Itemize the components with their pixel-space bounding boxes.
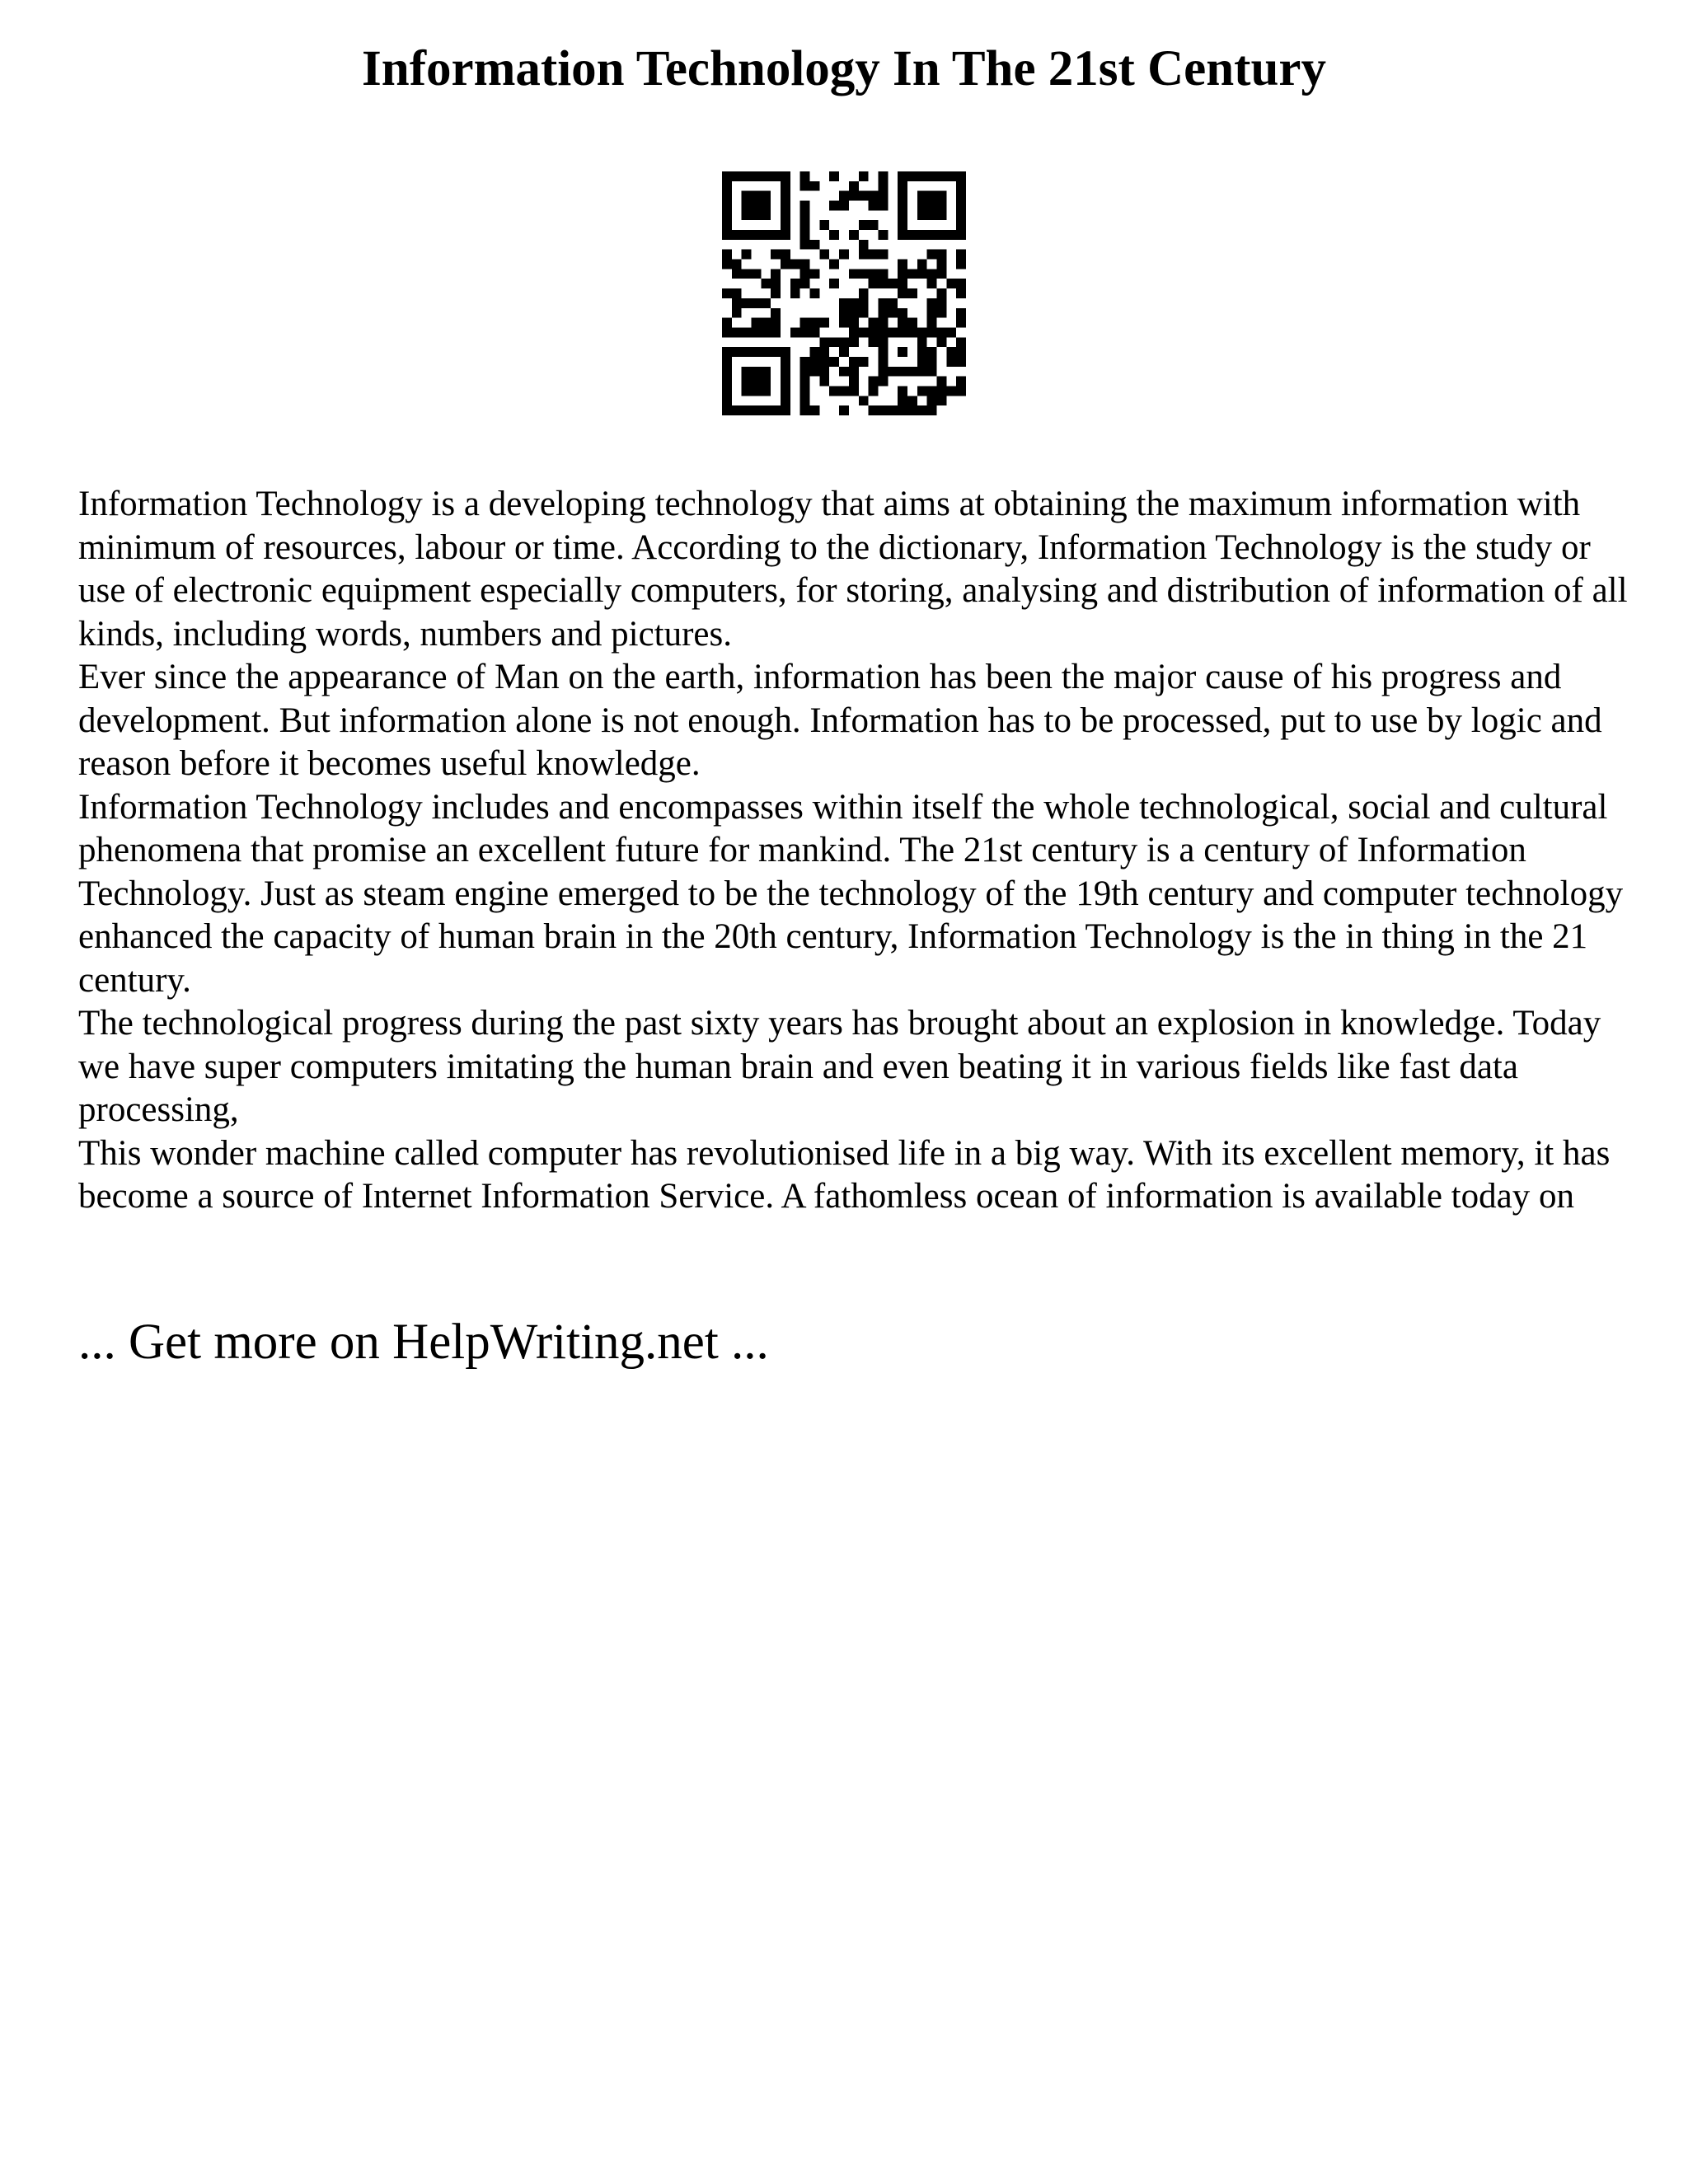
get-more-link[interactable]: ... Get more on HelpWriting.net ... bbox=[78, 1315, 769, 1370]
paragraph: Ever since the appearance of Man on the earth, information has been the major cause of his progress and development. But information alone is not enough. Information has to be processed, put to use by logic and reason before it becomes useful knowledge. bbox=[78, 658, 1602, 783]
page-title: Information Technology In The 21st Century bbox=[362, 41, 1326, 96]
article-body bbox=[78, 483, 1628, 1219]
paragraph: This wonder machine called computer has revolutionised life in a big way. With its excellent memory, it has become a source of Internet Information Service. A fathomless ocean of information is available today on bbox=[78, 1133, 1611, 1216]
qr-code-icon bbox=[722, 171, 966, 415]
paragraph: The technological progress during the past sixty years has brought about an explosion in knowledge. Today we have super computers imitating the human brain and even beating it in various fields like fast data processing, bbox=[78, 1004, 1601, 1129]
paragraph: Information Technology includes and encompasses within itself the whole technological, social and cultural phenomena that promise an excellent future for mankind. The 21st century is a century of Information Technology. Just as steam engine emerged to be the technology of the 19th century and computer technology enhanced the capacity of human brain in the 20th century, Information Technology is the in thing in the 21 century. bbox=[78, 787, 1624, 1000]
paragraph: Information Technology is a developing technology that aims at obtaining the maximum information with minimum of resources, labour or time. According to the dictionary, Information Technology is the study or use of electronic equipment especially computers, for storing, analysing and distribution of information of all kinds, including words, numbers and pictures. bbox=[78, 485, 1628, 654]
